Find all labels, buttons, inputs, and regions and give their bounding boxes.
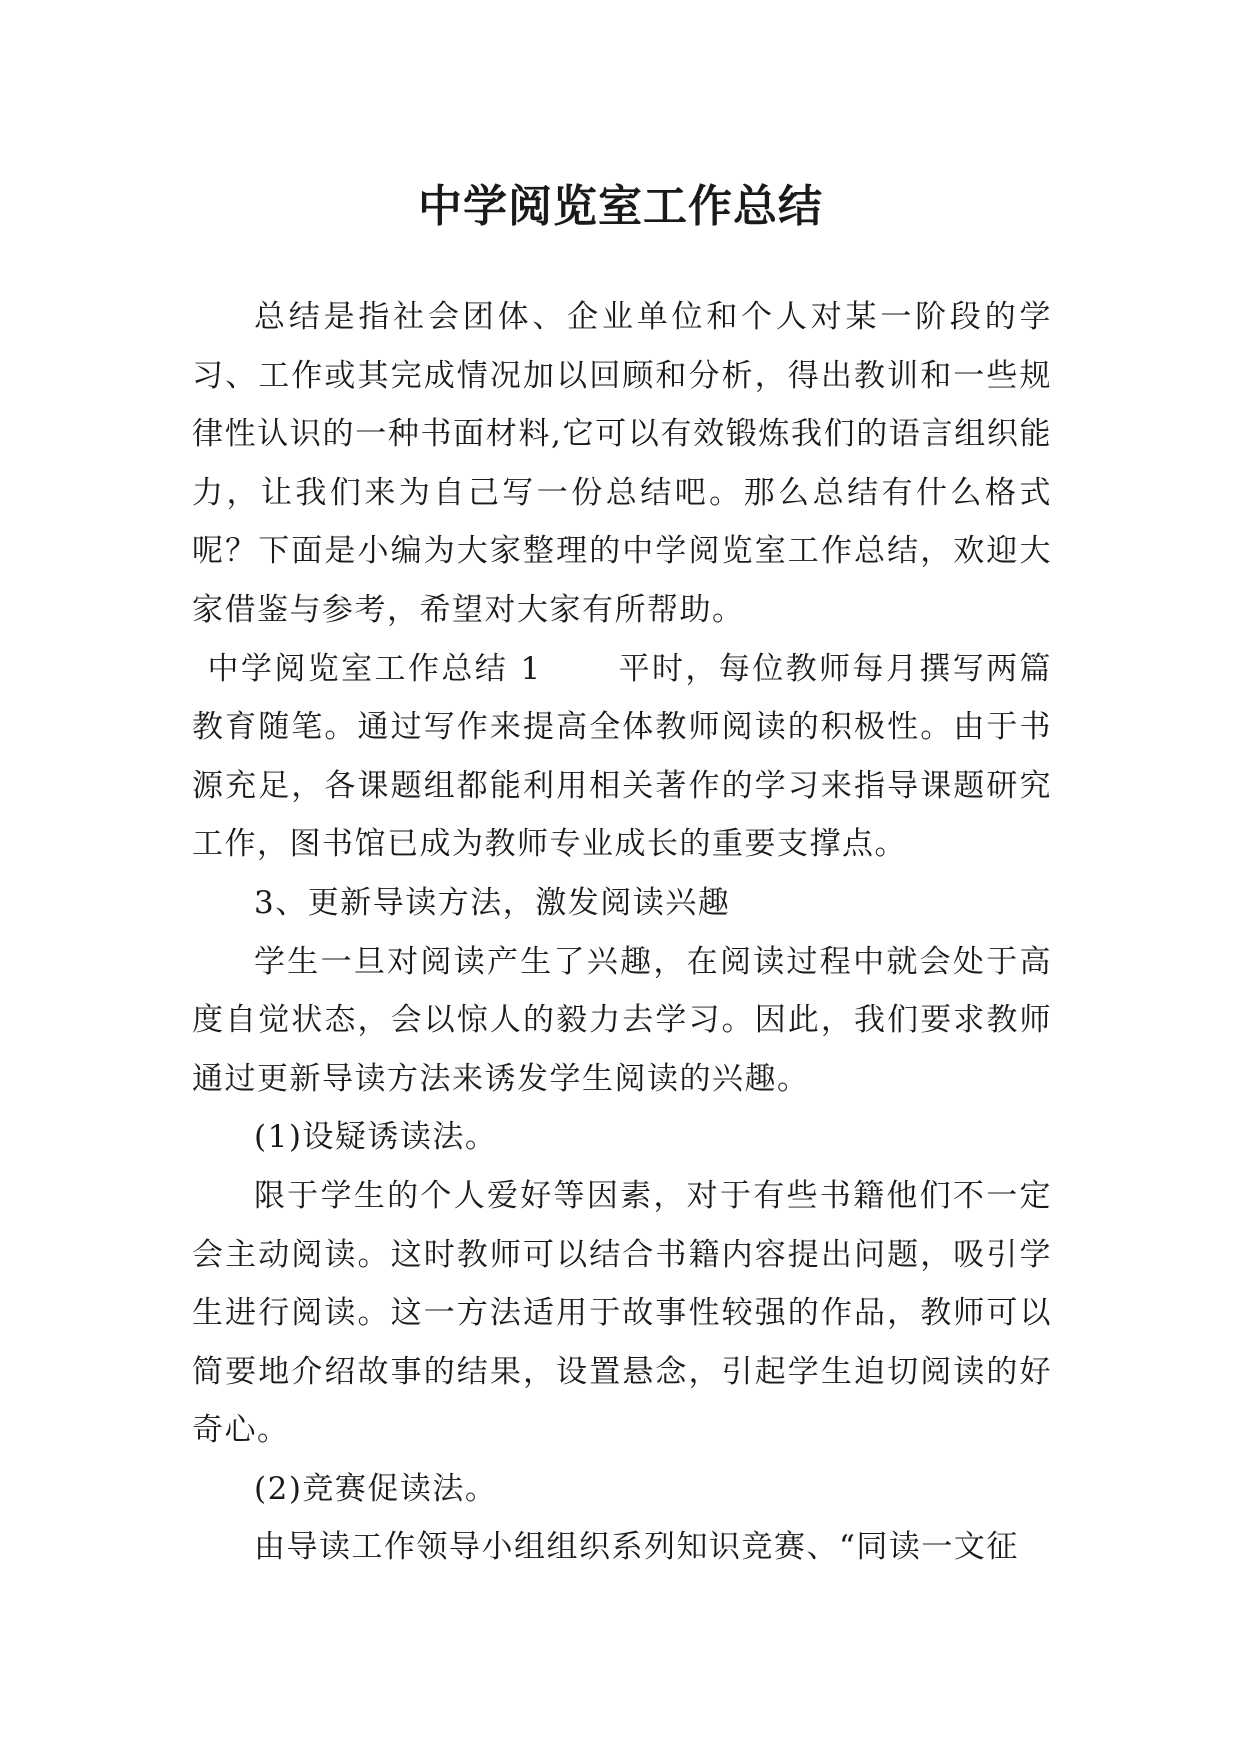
document-title: 中学阅览室工作总结 [418,181,823,233]
section-paragraph [192,640,1052,874]
body-paragraph: 由导读工作领导小组组织系列知识竞赛、“同读一文征 [254,1529,1019,1566]
method-heading: (2)竞赛促读法。 [254,1470,498,1507]
body-paragraph: 学生一旦对阅读产生了兴趣，在阅读过程中就会处于高度自觉状态，会以惊人的毅力去学习。因此，我们要求教师通过更新导读方法来诱发学生阅读的兴趣。 [192,943,1052,1097]
document-body [192,288,1052,1577]
section-heading: 中学阅览室工作总结 1 [207,650,542,687]
body-paragraph: 限于学生的个人爱好等因素，对于有些书籍他们不一定会主动阅读。这时教师可以结合书籍内容提出问题，吸引学生进行阅读。这一方法适用于故事性较强的作品，教师可以简要地介绍故事的结果，设置悬念，引起学生迫切阅读的好奇心。 [192,1177,1052,1449]
section-paragraph-text: 平时，每位教师每月撰写两篇教育随笔。通过写作来提高全体教师阅读的积极性。由于书源充足，各课题组都能利用相关著作的学习来指导课题研究工作，图书馆已成为教师专业成长的重要支撑点。 [192,650,1053,863]
method-heading: (1)设疑诱读法。 [254,1119,498,1156]
subheading-paragraph: 3、更新导读方法，激发阅读兴趣 [254,884,731,921]
intro-paragraph: 总结是指社会团体、企业单位和个人对某一阶段的学习、工作或其完成情况加以回顾和分析，得出教训和一些规律性认识的一种书面材料,它可以有效锻炼我们的语言组织能力，让我们来为自己写一份总结吧。那么总结有什么格式呢？下面是小编为大家整理的中学阅览室工作总结，欢迎大家借鉴与参考，希望对大家有所帮助。 [192,299,1052,628]
